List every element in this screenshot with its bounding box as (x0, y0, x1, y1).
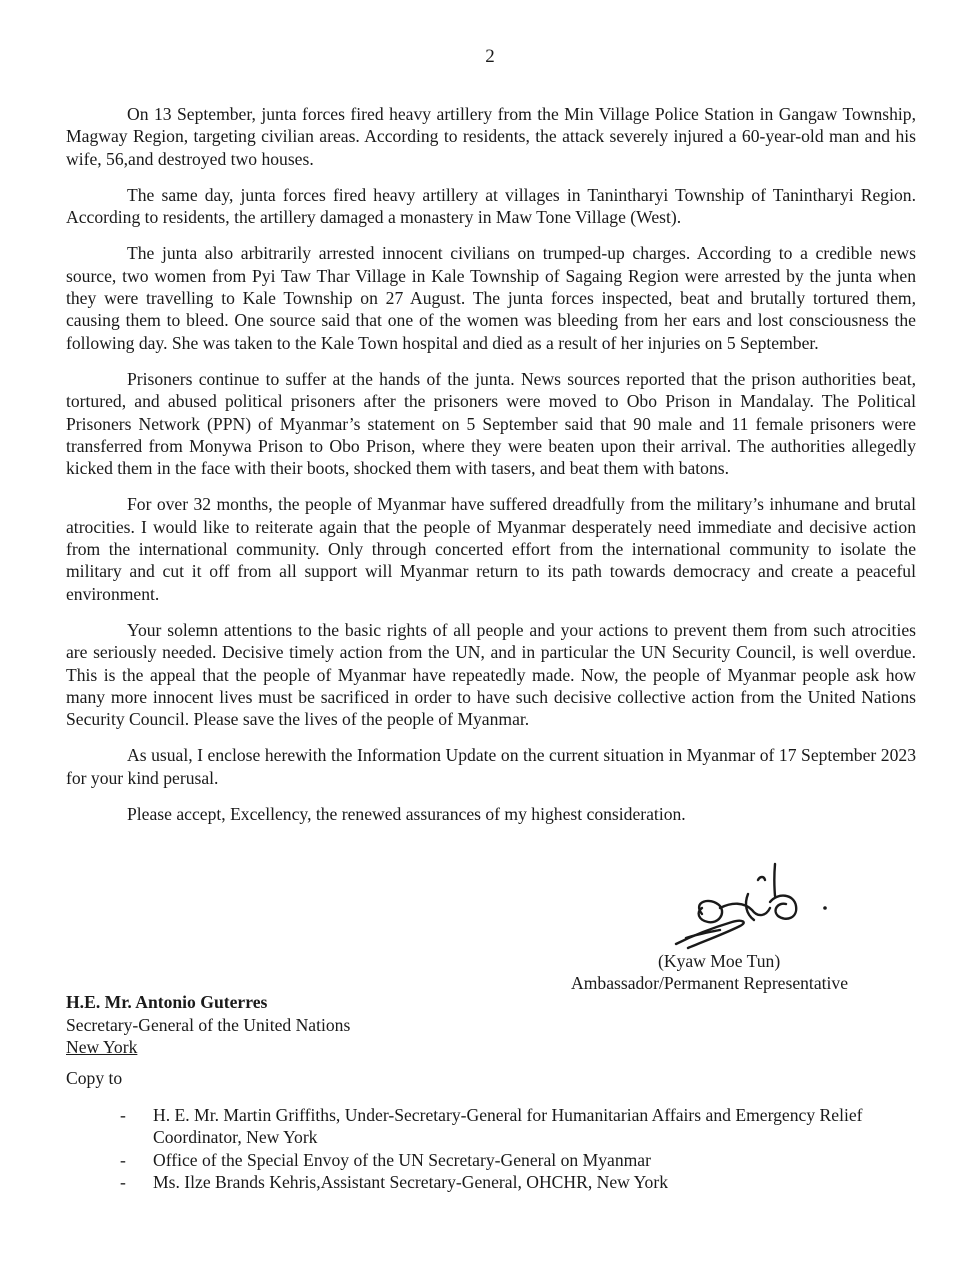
closing-line: Please accept, Excellency, the renewed assurances of my highest consideration. (127, 804, 686, 825)
addressee-block (66, 991, 350, 1059)
copy-to-item: - Ms. Ilze Brands Kehris,Assistant Secretary-General, OHCHR, New York (118, 1171, 918, 1193)
addressee-title: Secretary-General of the United Nations (66, 1014, 351, 1035)
page-number: 2 (485, 46, 495, 67)
letter-body (66, 103, 916, 825)
paragraph: As usual, I enclose herewith the Information Update on the current situation in Myanmar of 17 September 2023 for your kind perusal. (66, 745, 916, 788)
signatory-name: (Kyaw Moe Tun) (658, 951, 781, 971)
addressee-name: H.E. Mr. Antonio Guterres (66, 992, 268, 1012)
paragraph: On 13 September, junta forces fired heavy artillery from the Min Village Police Station in Gangaw Township, Magway Region, targeting civilian areas. According to residents, the attack severely injured a 60-year-old man and his wife, 56,and destroyed two houses. (66, 104, 916, 169)
paragraph: For over 32 months, the people of Myanmar have suffered dreadfully from the military’s inhumane and brutal atrocities. I would like to reiterate again that the people of Myanmar desperately need immediate and decisive action from the international community. Only through concerted effort from the international community to isolate the military and cut it off from all support will Myanmar return to its path towards democracy and create a peaceful environment. (66, 494, 916, 604)
paragraph: Your solemn attentions to the basic rights of all people and your actions to prevent them from such atrocities are seriously needed. Decisive timely action from the UN, and in particular the UN Security Council, is well overdue. This is the appeal that the people of Myanmar have repeatedly made. Now, the people of Myanmar people ask how many more innocent lives must be sacrificed in order to have such decisive collective action from the United Nations Security Council. Please save the lives of the people of Myanmar. (66, 619, 916, 730)
handwritten-signature (662, 862, 842, 954)
addressee-city: New York (66, 1037, 138, 1058)
copy-to-list (118, 1104, 918, 1193)
copy-to-label: Copy to (66, 1068, 123, 1088)
copy-to-item: - H. E. Mr. Martin Griffiths, Under-Secretary-General for Humanitarian Affairs and Emergency Relief Coordinator, New York (118, 1104, 918, 1149)
signatory-title: Ambassador/Permanent Representative (571, 973, 849, 993)
paragraph: The junta also arbitrarily arrested innocent civilians on trumped-up charges. According to a credible news source, two women from Pyi Taw Thar Village in Kale Township of Sagaing Region were arrested by the junta when they were travelling to Kale Township on 27 August. The junta forces inspected, beat and brutally tortured them, causing them to bleed. One source said that one of the women was bleeding from her ears and lost consciousness the following day. She was taken to the Kale Town hospital and died as a result of her injuries on 5 September. (66, 243, 916, 353)
paragraph: The same day, junta forces fired heavy artillery at villages in Tanintharyi Township of Tanintharyi Region. According to residents, the artillery damaged a monastery in Maw Tone Village (West). (66, 184, 916, 228)
paragraph: Prisoners continue to suffer at the hands of the junta. News sources reported that the prison authorities beat, tortured, and abused political prisoners after the prisoners were moved to Obo Prison in Mandalay. The Political Prisoners Network (PPN) of Myanmar’s statement on 5 September said that 90 male and 11 female prisoners were transferred from Monywa Prison to Obo Prison, where they were beaten upon their arrival. The authorities allegedly kicked them in the face with their boots, shocked them with tasers, and beat them with batons. (66, 368, 916, 479)
copy-to-item: - Office of the Special Envoy of the UN Secretary-General on Myanmar (118, 1149, 918, 1171)
